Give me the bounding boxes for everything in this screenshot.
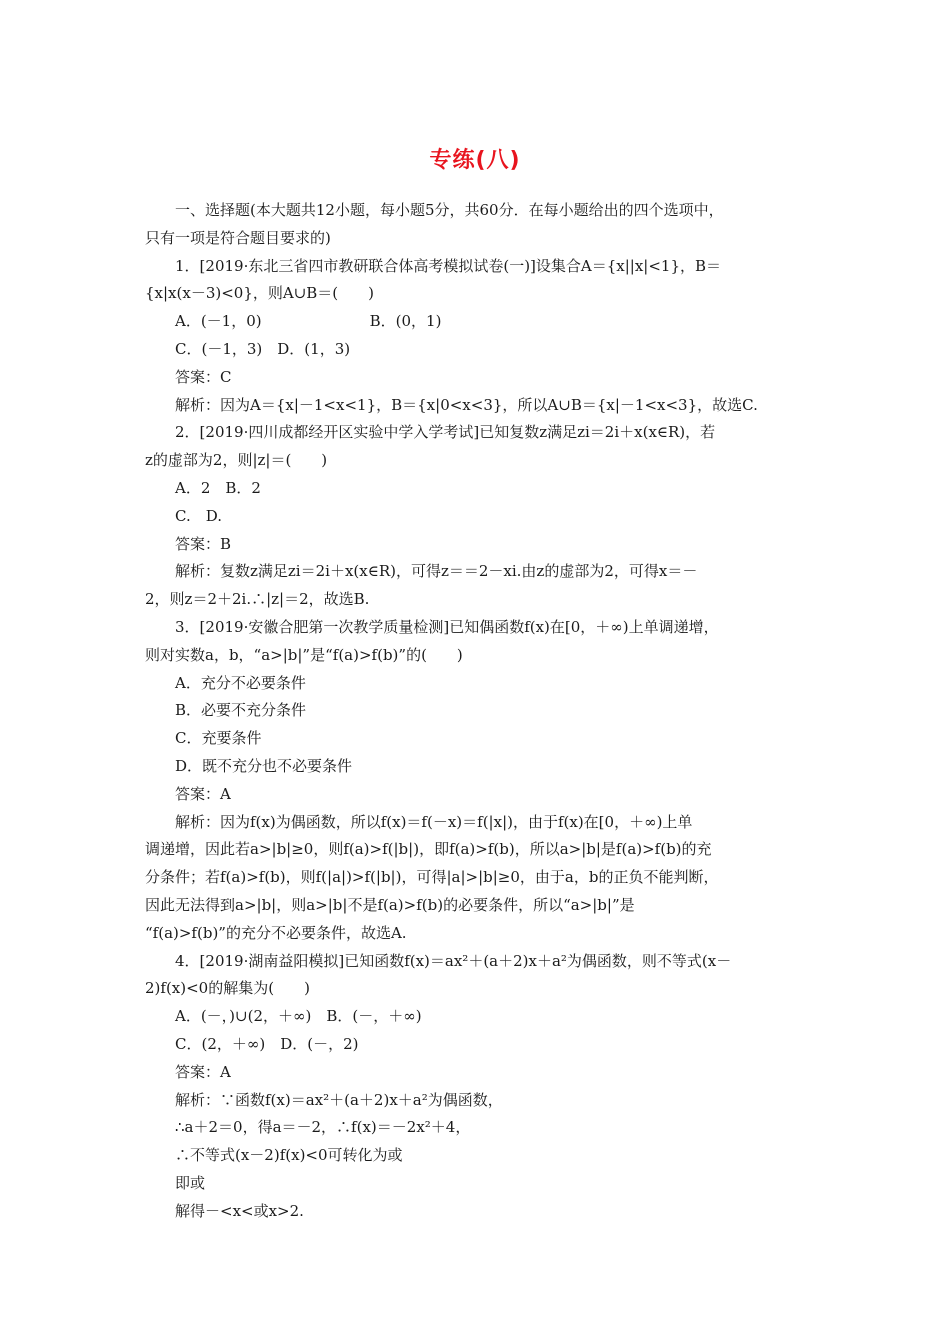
- question-3-stem: 3．[2019·安徽合肥第一次教学质量检测]已知偶函数f(x)在[0，＋∞)上单调递增，: [175, 617, 719, 636]
- question-4-analysis: ∴不等式(x－2)f(x)<0可转化为或: [175, 1146, 403, 1165]
- question-1-answer: 答案：C: [175, 367, 232, 386]
- section-intro-line: 只有一项是符合题目要求的): [145, 228, 331, 247]
- question-2-analysis: 解析：复数z满足zi＝2i＋x(x∈R)，可得z＝＝2－xi.由z的虚部为2，可得x＝－: [175, 562, 698, 581]
- question-4-stem: 4．[2019·湖南益阳模拟]已知函数f(x)＝ax²＋(a＋2)x＋a²为偶函数，则不等式(x－: [175, 951, 732, 970]
- question-1-options: C．(－1，3) D．(1，3): [175, 339, 351, 358]
- question-1-stem: 1．[2019·东北三省四市教研联合体高考模拟试卷(一)]设集合A＝{x||x|<1}，B＝: [175, 256, 722, 275]
- document-body: [145, 197, 809, 1225]
- question-2-options: A．2 B．2: [175, 478, 261, 497]
- question-3-analysis: “f(a)>f(b)”的充分不必要条件，故选A.: [145, 923, 407, 942]
- question-3-analysis: 调递增，因此若a>|b|≥0，则f(a)>f(|b|)，即f(a)>f(b)，所以a>|b|是f(a)>f(b)的充: [145, 840, 712, 859]
- question-4-options: C．(2，＋∞) D．(－，2): [175, 1034, 359, 1053]
- question-3-option-a: A．充分不必要条件: [175, 673, 306, 692]
- question-4-analysis: ∴a＋2＝0，得a＝－2，∴f(x)＝－2x²＋4，: [175, 1118, 471, 1137]
- question-4-answer: 答案：A: [175, 1062, 231, 1081]
- question-4-analysis: 解得－<x<或x>2.: [175, 1201, 304, 1220]
- question-1-analysis: 解析：因为A＝{x|－1<x<1}，B＝{x|0<x<3}，所以A∪B＝{x|－1<x<3}，故选C.: [175, 395, 758, 414]
- option-b: B．(0，1): [369, 312, 442, 331]
- question-3-answer: 答案：A: [175, 784, 231, 803]
- question-3-analysis: 因此无法得到a>|b|，则a>|b|不是f(a)>f(b)的必要条件，所以“a>|b|”是: [145, 895, 635, 914]
- question-3-analysis: 分条件；若f(a)>f(b)，则f(|a|)>f(|b|)，可得|a|>|b|≥0，由于a，b的正负不能判断，: [145, 868, 719, 887]
- question-2-answer: 答案：B: [175, 534, 232, 553]
- question-3-option-b: B．必要不充分条件: [175, 701, 307, 720]
- question-3-option-c: C．充要条件: [175, 729, 262, 748]
- question-1-stem: {x|x(x－3)<0}，则A∪B＝( ): [145, 284, 375, 303]
- question-4-stem: 2)f(x)<0的解集为( ): [145, 979, 310, 998]
- question-1-options: [145, 308, 809, 336]
- question-2-stem: 2．[2019·四川成都经开区实验中学入学考试]已知复数z满足zi＝2i＋x(x∈R)，若: [175, 423, 716, 442]
- question-3-option-d: D．既不充分也不必要条件: [175, 756, 353, 775]
- question-4-options: A．(－，)∪(2，＋∞) B．(－，＋∞): [175, 1007, 422, 1026]
- question-2-stem: z的虚部为2，则|z|＝( ): [145, 451, 328, 470]
- option-a: A．(－1，0): [175, 312, 262, 331]
- question-4-analysis: 即或: [175, 1173, 206, 1192]
- section-intro-line: 一、选择题(本大题共12小题，每小题5分，共60分．在每小题给出的四个选项中，: [175, 201, 724, 219]
- question-2-options: C. D.: [175, 506, 222, 525]
- question-4-analysis: 解析：∵函数f(x)＝ax²＋(a＋2)x＋a²为偶函数，: [175, 1090, 503, 1109]
- question-3-analysis: 解析：因为f(x)为偶函数，所以f(x)＝f(－x)＝f(|x|)，由于f(x)在[0，＋∞)上单: [175, 812, 693, 831]
- question-2-analysis: 2，则z＝2＋2i.∴|z|＝2，故选B.: [145, 590, 370, 609]
- page-title: 专练(八): [429, 148, 521, 173]
- question-3-stem: 则对实数a，b，“a>|b|”是“f(a)>f(b)”的( ): [145, 645, 463, 664]
